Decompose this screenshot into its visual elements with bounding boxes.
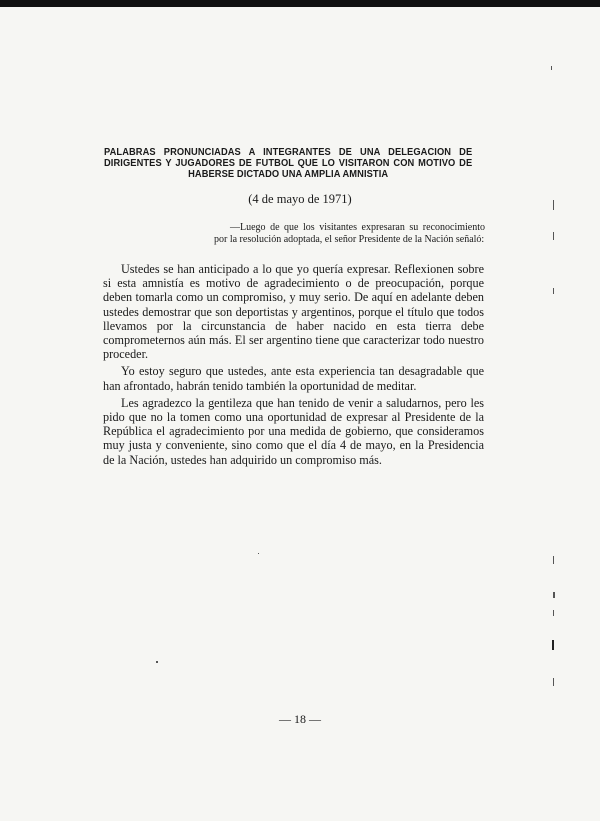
paragraph: Les agradezco la gentileza que han tenido de venir a saludarnos, pero les pido que no la tomen como una oportunidad de expresar al Presidente de la República el agradecimiento por una medida de gobierno, que consideramos muy justa y conveniente, sino como que el día 4 de mayo, en la Presidencia de la Nación, ustedes han adquirido un compromiso más.: [103, 395, 484, 467]
document-title: PALABRAS PRONUNCIADAS A INTEGRANTES DE UNA DELEGACION DE DIRIGENTES Y JUGADORES DE FUTBOL QUE LO VISITARON CON MOTIVO DE HABERSE DICTADO UNA AMPLIA AMNISTIA: [104, 147, 473, 180]
paragraph: Yo estoy seguro que ustedes, ante esta experiencia tan desagradable que han afrontado, habrán tenido también la oportunidad de meditar.: [103, 364, 484, 393]
paragraph: Ustedes se han anticipado a lo que yo quería expresar. Reflexionen sobre si esta amnistía es motivo de agradecimiento o de preocupación, porque deben tomarla como un compromiso, y muy serio. De aquí en adelante deben ustedes demostrar que son deportistas y argentinos, porque el título que todos llevamos por la circunstancia de haber nacido en esta tierra debe comprometernos aún más. El ser argentino tiene que caracterizar todo nuestro proceder.: [103, 262, 484, 362]
scan-speck: [258, 553, 259, 554]
scan-speck: [552, 640, 554, 650]
document-date: (4 de mayo de 1971): [248, 192, 352, 206]
scan-speck: [553, 556, 554, 564]
page-number: — 18 —: [279, 712, 321, 726]
scan-speck: [553, 610, 554, 616]
speech-body: [103, 262, 484, 470]
scan-speck: [553, 232, 554, 240]
scan-speck: [553, 288, 554, 294]
scan-speck: [553, 592, 555, 598]
scan-speck: [553, 200, 554, 210]
scan-speck: [553, 678, 554, 686]
intro-note: —Luego de que los visitantes expresaran su reconocimiento por la resolución adoptada, el señor Presidente de la Nación señaló:: [214, 222, 485, 245]
scan-speck: [156, 661, 158, 663]
scan-speck: [551, 66, 552, 70]
